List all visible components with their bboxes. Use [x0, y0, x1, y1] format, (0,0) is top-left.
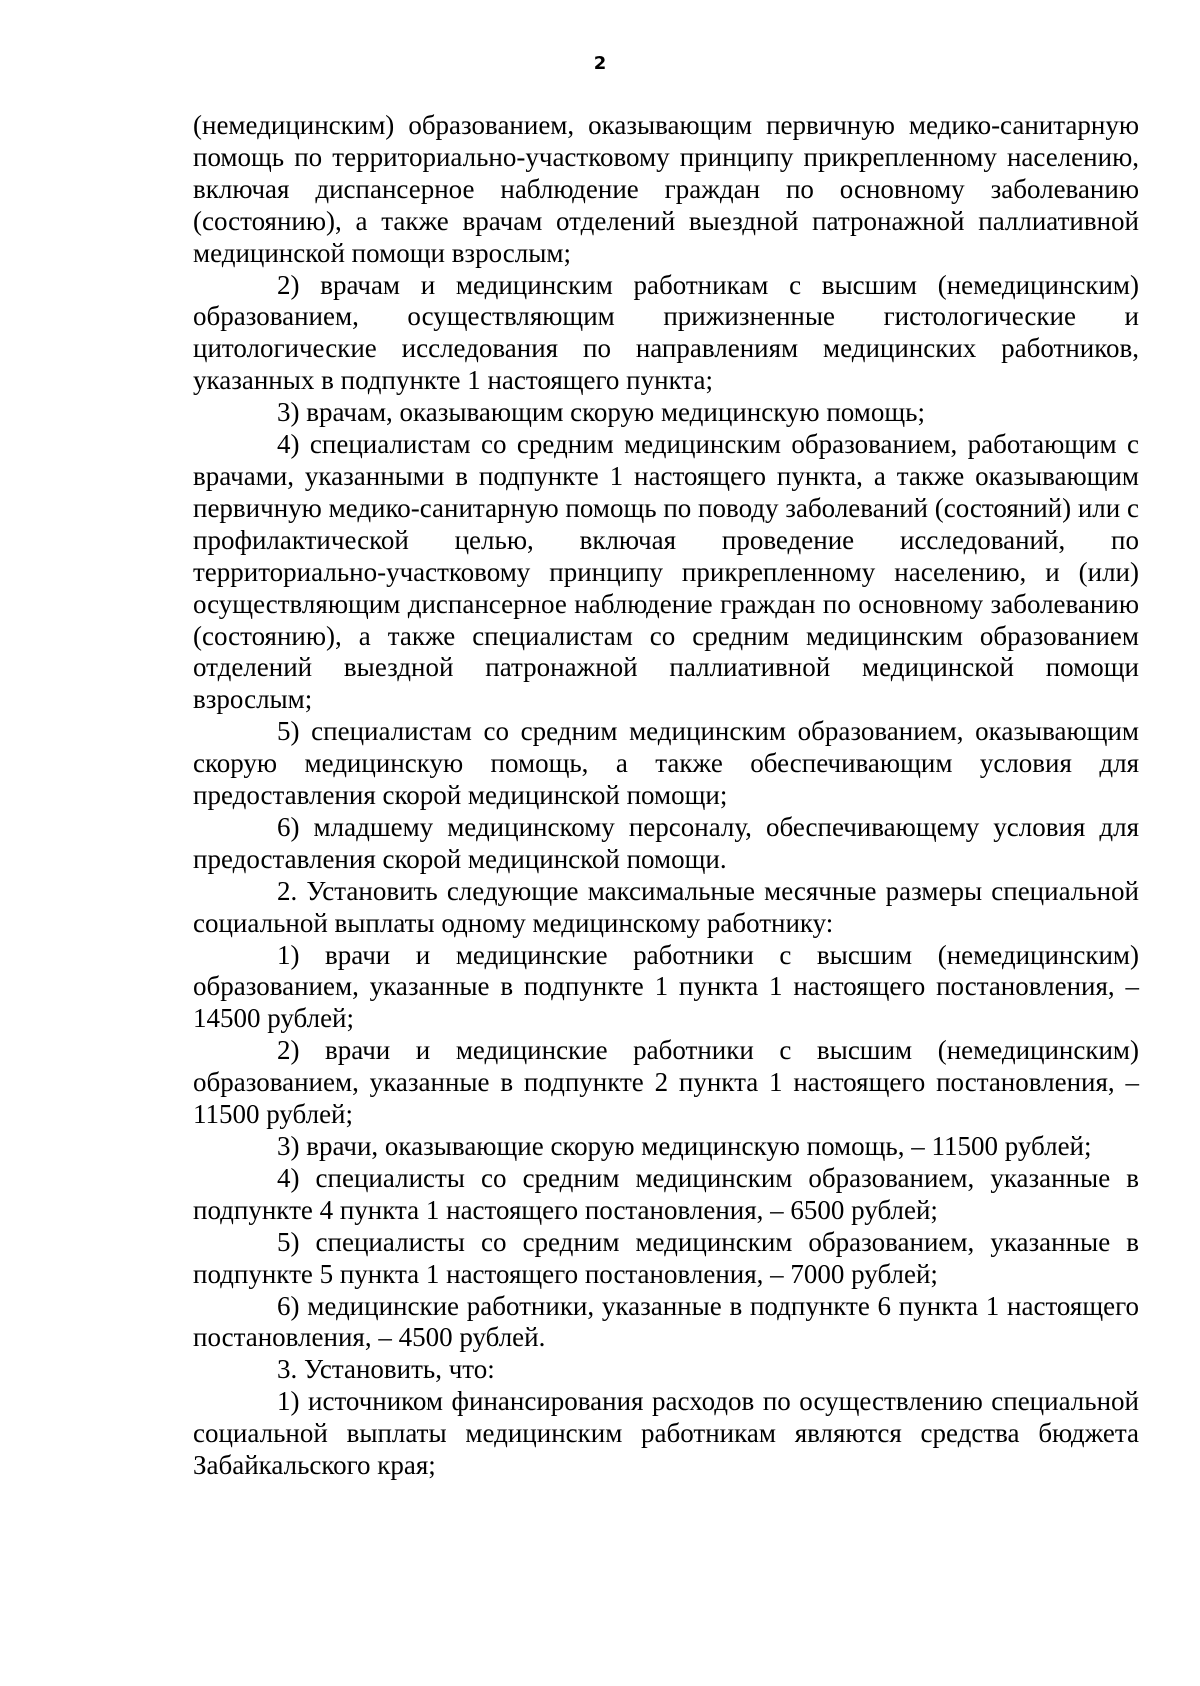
paragraph-item-4: 4) специалистам со средним медицинским образованием, работающим с врачами, указанными в подпункте 1 настоящего пункта, а также оказывающим первичную медико-санитарную помощь по поводу заболеваний (состояний) или с профилактической целью, включая проведение исследований, по территориально-участковому принципу прикрепленному населению, и (или) осуществляющим диспансерное наблюдение граждан по основному заболеванию (состоянию), а также специалистам со средним медицинским образованием отделений выездной патронажной паллиативной медицинской помощи взрослым;: [193, 429, 1139, 715]
document-body: [193, 110, 1139, 1482]
paragraph-amount-1: 1) врачи и медицинские работники с высшим (немедицинским) образованием, указанные в подпункте 1 пункта 1 настоящего постановления, – 14500 рублей;: [193, 939, 1139, 1034]
paragraph-amount-3: 3) врачи, оказывающие скорую медицинскую помощь, – 11500 рублей;: [277, 1131, 1092, 1161]
paragraph-continuation: (немедицинским) образованием, оказывающим первичную медико-санитарную помощь по территориально-участковому принципу прикрепленному населению, включая диспансерное наблюдение граждан по основному заболеванию (состоянию), а также врачам отделений выездной патронажной паллиативной медицинской помощи взрослым;: [193, 110, 1139, 268]
paragraph-amount-5: 5) специалисты со средним медицинским образованием, указанные в подпункте 5 пункта 1 настоящего постановления, – 7000 рублей;: [193, 1226, 1139, 1289]
paragraph-item-3: 3) врачам, оказывающим скорую медицинскую помощь;: [277, 397, 925, 428]
paragraph-amount-2: 2) врачи и медицинские работники с высшим (немедицинским) образованием, указанные в подпункте 2 пункта 1 настоящего постановления, – 11500 рублей;: [193, 1035, 1139, 1130]
paragraph-item-6: 6) младшему медицинскому персоналу, обеспечивающему условия для предоставления скорой медицинской помощи.: [193, 811, 1139, 874]
page-number: 2: [593, 53, 607, 74]
paragraph-amount-6: 6) медицинские работники, указанные в подпункте 6 пункта 1 настоящего постановления, – 4500 рублей.: [193, 1290, 1139, 1353]
paragraph-item-2: 2) врачам и медицинским работникам с высшим (немедицинским) образованием, осуществляющим прижизненные гистологические и цитологические исследования по направлениям медицинских работников, указанных в подпункте 1 настоящего пункта;: [193, 269, 1139, 396]
paragraph-item-5: 5) специалистам со средним медицинским образованием, оказывающим скорую медицинскую помощь, а также обеспечивающим условия для предоставления скорой медицинской помощи;: [193, 716, 1139, 811]
paragraph-funding-source: 1) источником финансирования расходов по осуществлению специальной социальной выплаты медицинским работникам являются средства бюджета Забайкальского края;: [193, 1386, 1139, 1481]
paragraph-amount-4: 4) специалисты со средним медицинским образованием, указанные в подпункте 4 пункта 1 настоящего постановления, – 6500 рублей;: [193, 1162, 1139, 1225]
paragraph-section-3: 3. Установить, что:: [277, 1354, 495, 1385]
paragraph-section-2: 2. Установить следующие максимальные месячные размеры специальной социальной выплаты одному медицинскому работнику:: [193, 875, 1139, 938]
